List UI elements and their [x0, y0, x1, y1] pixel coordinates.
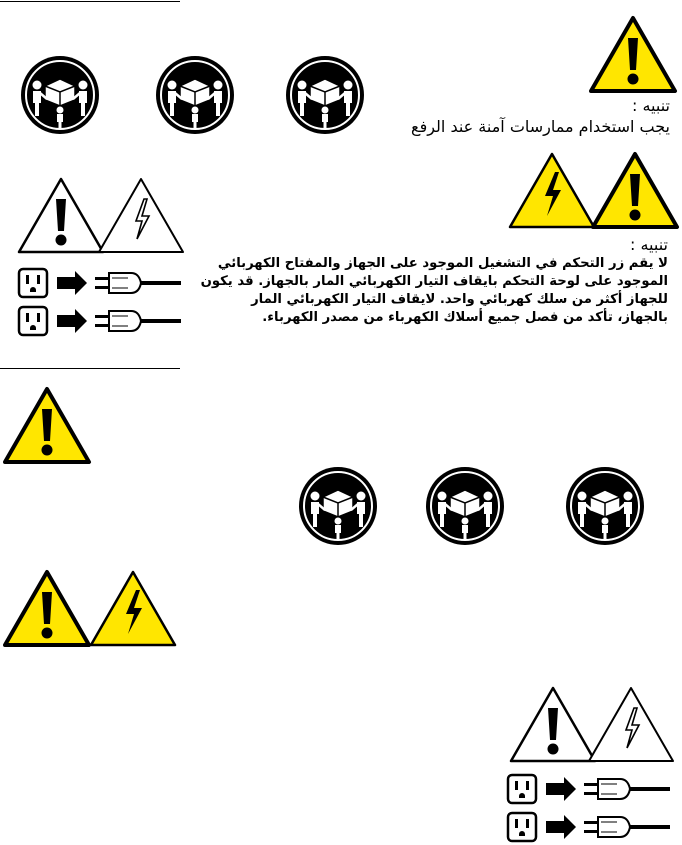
section-divider [0, 368, 180, 369]
power-plug-icon [506, 809, 671, 845]
lift-people-icon [425, 466, 505, 546]
lift-people-icon [20, 55, 100, 135]
lifting-notice-body: يجب استخدام ممارسات آمنة عند الرفع [411, 117, 670, 136]
electrical-hazard-icon [88, 568, 178, 648]
warning-triangle-icon [2, 385, 92, 465]
power-plug-icon [17, 303, 182, 339]
warning-triangle-icon [588, 14, 678, 94]
electrical-notice-title: تنبيه : [630, 235, 668, 254]
lifting-notice-title: تنبيه : [632, 96, 670, 115]
lift-people-icon [565, 466, 645, 546]
electrical-hazard-icon [586, 684, 676, 764]
power-plug-icon [506, 771, 671, 807]
warning-triangle-icon [508, 684, 598, 764]
electrical-notice-body: لا يقم زر التحكم في التشغيل الموجود على الجهاز والمفتاح الكهربائي الموجود على لوحة التحكم بايقاف التيار الكهربائي المار بالجهاز. قد يكون للجهاز أكثر من سلك كهربائي واحد. لايقاف التيار الكهربائي المار بالجهاز، تأكد من فصل جميع أسلاك الكهرباء من مصدر الكهرباء. [200, 256, 668, 325]
lift-people-icon [298, 466, 378, 546]
warning-triangle-icon [16, 175, 106, 255]
warning-triangle-icon [2, 568, 92, 648]
top-divider [0, 1, 180, 2]
power-plug-icon [17, 265, 182, 301]
electrical-hazard-icon [96, 175, 186, 255]
warning-triangle-icon [590, 150, 680, 230]
lift-people-icon [155, 55, 235, 135]
electrical-hazard-icon [507, 150, 597, 230]
